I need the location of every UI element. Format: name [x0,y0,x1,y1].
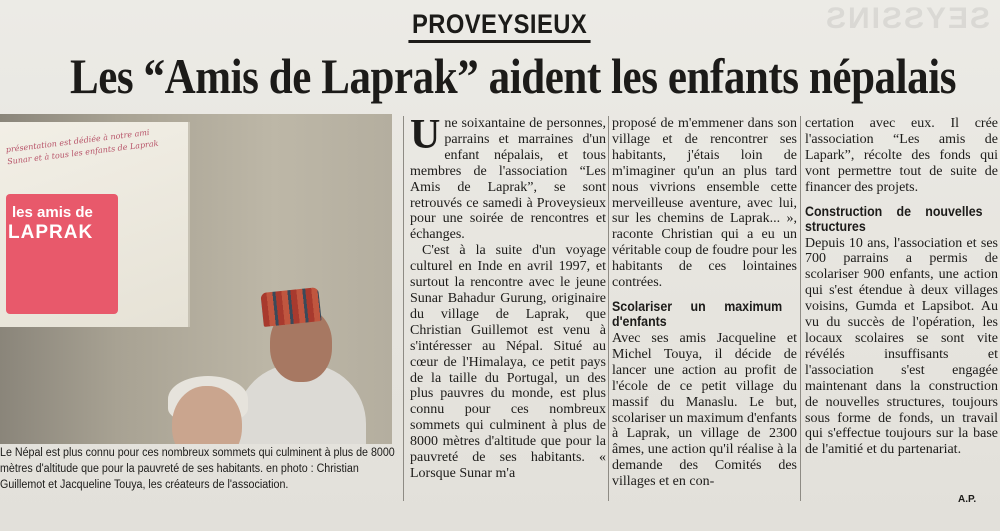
paragraph: C'est à la suite d'un voyage culturel en Inde en avril 1997, et surtout la rencontre avec le jeune Sunar Bahadur Gurung, originaire du village de Laprak, que Christian Guillemot est venu à s'intéresser au Népal. Situé au cœur de l'Himalaya, ce petit pays de la taille du Portugal, un des plus pauvres du monde, est plus connu pour ces nombreux sommets qui culminent à plus de 8000 mètres d'altitude que pour la pauvreté de ses habitants. « Lorsque Sunar m'a [410,243,606,481]
nepali-hat-icon [260,287,321,327]
article-headline: Les “Amis de Laprak” aident les enfants népalais [70,48,957,104]
paragraph-text: ne soixantaine de personnes, parrains et marraines d'un enfant népalais, et tous membres de l'association “Les Amis de Laprak”, se sont retrouvés ce samedi à Proveysieux pour une soirée de rencontres et échanges. [410,116,606,243]
article-column-3 [805,116,998,458]
bleed-through-text: SEYSSINS [823,2,990,35]
paragraph: Depuis 10 ans, l'association et ses 700 parrains a permis de scolariser 900 enfants, une action qui s'est étendue à deux villages voisins, Gumda et Lapsibot. Au vu du succès de l'opération, les locaux scolaires se sont vite révélés insuffisants et l'association s'est engagée maintenant dans la construction de nouvelles structures, toujours sous forme de fonds, un travail qui s'effectue toujours sur la base de l'amitié et du partenariat. [805,235,998,458]
paragraph: certation avec eux. Il crée l'association “Les amis de Lapark”, récolte des fonds qui vont permettre tout de suite de financer des projets. [805,116,998,195]
photo-caption: Le Népal est plus connu pour ces nombreux sommets qui culminent à plus de 8000 mètres d'altitude que pour la pauvreté de ses habitants. en photo : Christian Guillemot et Jacqueline Touya, les créateurs de l'association. [0,447,395,491]
drop-cap: U [410,112,441,158]
author-byline: A.P. [958,494,977,505]
paragraph [410,112,606,243]
article-photo [0,114,392,444]
column-rule [608,116,609,501]
logo-text-line1: les amis de [12,204,93,221]
column-rule [800,116,801,501]
article-column-2 [612,116,797,490]
section-subhead: Construction de nouvelles structures [805,203,983,234]
logo-text-line2: LAPRAK [8,222,94,243]
section-subhead: Scolariser un maximum d'enfants [612,298,783,329]
kicker-location: PROVEYSIEUX [409,8,591,43]
paragraph: Avec ses amis Jacqueline et Michel Touya, il décide de lancer une action au profit de l'école de ce petit village du massif du Manaslu. Le but, scolariser un maximum d'enfants à Laprak, un village de 2300 âmes, une action qu'il réalise à la demande des Comités des villages et en con- [612,330,797,490]
article-column-1 [410,112,606,482]
column-rule [403,116,404,501]
screen-text: présentation est dédiée à notre ami Sunar et à tous les enfants de Laprak [5,127,159,167]
paragraph: proposé de m'emmener dans son village et de rencontrer ses habitants, j'étais loin de m'imaginer qu'un an plus tard nous vivrions ensemble cette merveilleuse aventure, avec lui, sur les chemins de Laprak... », raconte Christian qui a eu un véritable coup de foudre pour les habitants de ces lointaines contrées. [612,116,797,291]
kicker-wrapper [0,8,1000,43]
